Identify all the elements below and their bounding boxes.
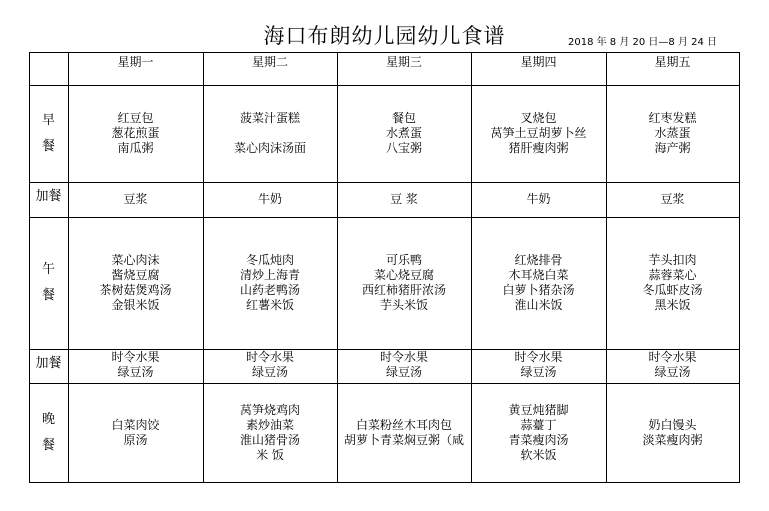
menu-item: 八宝粥 <box>385 141 422 155</box>
menu-item: 芋头扣肉 <box>648 253 697 267</box>
menu-cell <box>203 85 337 182</box>
meal-label <box>29 182 68 217</box>
day-header: 星期一 <box>117 55 154 69</box>
meal-label-text: 加餐 <box>35 189 62 204</box>
menu-item: 菜心烧豆腐 <box>373 268 434 282</box>
menu-item: 时令水果 <box>514 350 563 364</box>
menu-item: 海产粥 <box>654 141 691 155</box>
menu-item: 芋头米饭 <box>379 298 428 312</box>
menu-item: 绿豆汤 <box>520 365 557 379</box>
menu-item: 餐包 <box>391 111 416 125</box>
menu-item: 菠菜汁蛋糕 <box>239 111 300 125</box>
meal-label-text: 餐 <box>41 288 55 303</box>
menu-item: 胡萝卜青菜焖豆粥（咸 <box>343 432 464 447</box>
menu-item: 时令水果 <box>111 350 160 364</box>
menu-item: 淮山米饭 <box>514 298 563 312</box>
menu-item: 时令水果 <box>379 350 428 364</box>
day-header: 星期二 <box>251 55 288 69</box>
menu-cell <box>203 349 337 384</box>
meal-label <box>29 217 68 349</box>
menu-item: 南瓜粥 <box>117 141 154 155</box>
menu-cell <box>471 349 606 384</box>
menu-item: 冬瓜虾皮汤 <box>642 283 703 297</box>
menu-cell <box>337 383 471 482</box>
menu-item: 葱花煎蛋 <box>111 126 160 140</box>
menu-item: 素炒油菜 <box>245 417 294 432</box>
menu-item: 叉烧包 <box>520 111 557 125</box>
menu-cell <box>68 182 203 217</box>
menu-item: 蒜薹丁 <box>520 417 557 432</box>
menu-cell <box>606 182 739 217</box>
meal-label <box>29 383 68 482</box>
menu-item: 黄豆炖猪脚 <box>508 402 569 417</box>
menu-item: 木耳烧白菜 <box>508 268 569 282</box>
menu-cell <box>471 182 606 217</box>
menu-cell <box>203 182 337 217</box>
menu-item: 绿豆汤 <box>251 365 288 379</box>
menu-item: 西红柿猪肝浓汤 <box>361 283 446 297</box>
menu-cell <box>471 383 606 482</box>
menu-item: 米 饭 <box>256 447 284 462</box>
meal-label-text: 早 <box>41 112 55 128</box>
table-rule <box>29 482 740 483</box>
menu-item: 清炒上海青 <box>239 268 300 282</box>
date-range: 2018 年 8 月 20 日—8 月 24 日 <box>568 37 718 48</box>
menu-item: 牛奶 <box>526 192 551 206</box>
menu-item: 绿豆汤 <box>385 365 422 379</box>
menu-item: 冬瓜炖肉 <box>245 253 294 267</box>
table-rule <box>739 52 740 483</box>
day-header: 星期五 <box>654 55 691 69</box>
menu-cell <box>471 85 606 182</box>
menu-item: 红豆包 <box>117 111 154 125</box>
menu-item: 茶树菇煲鸡汤 <box>99 283 172 297</box>
menu-item: 酱烧豆腐 <box>111 268 160 282</box>
menu-cell <box>606 349 739 384</box>
menu-item: 可乐鸭 <box>385 253 422 267</box>
menu-item: 牛奶 <box>257 192 282 206</box>
menu-item: 金银米饭 <box>111 298 160 312</box>
menu-item: 蒜蓉菜心 <box>648 268 697 282</box>
day-header: 星期四 <box>520 55 557 69</box>
meal-label <box>29 85 68 182</box>
meal-label <box>29 349 68 383</box>
menu-item: 水蒸蛋 <box>654 126 691 140</box>
menu-item: 白菜粉丝木耳肉包 <box>355 417 452 432</box>
menu-item: 豆 浆 <box>390 192 418 206</box>
menu-item <box>268 126 272 141</box>
menu-cell <box>337 349 471 384</box>
menu-item: 红薯米饭 <box>245 298 294 312</box>
menu-item: 红枣发糕 <box>648 111 697 125</box>
menu-item: 绿豆汤 <box>117 365 154 379</box>
menu-item: 豆浆 <box>660 192 685 206</box>
menu-item: 青菜瘦肉汤 <box>508 432 569 447</box>
menu-item: 水煮蛋 <box>385 126 422 140</box>
menu-item: 原汤 <box>123 432 148 447</box>
menu-item: 莴笋烧鸡肉 <box>239 402 300 417</box>
meal-label-text: 餐 <box>41 138 55 154</box>
menu-cell <box>68 383 203 482</box>
menu-item: 软米饭 <box>520 447 557 462</box>
menu-cell <box>471 217 606 349</box>
menu-cell <box>203 383 337 482</box>
menu-cell <box>203 217 337 349</box>
menu-item: 山药老鸭汤 <box>239 283 300 297</box>
menu-item: 莴笋土豆胡萝卜丝 <box>490 126 587 140</box>
menu-item: 奶白馒头 <box>648 417 697 432</box>
menu-cell <box>68 85 203 182</box>
menu-item: 菜心肉沫汤面 <box>233 141 306 155</box>
menu-item: 时令水果 <box>648 350 697 364</box>
menu-cell <box>606 217 739 349</box>
menu-item: 淡菜瘦肉粥 <box>642 432 703 447</box>
menu-item: 猪肝瘦肉粥 <box>508 141 569 155</box>
meal-label-text: 加餐 <box>35 356 62 371</box>
menu-cell <box>606 85 739 182</box>
menu-item: 淮山猪骨汤 <box>239 432 300 447</box>
menu-item: 黑米饭 <box>654 298 691 312</box>
meal-label-text: 午 <box>41 262 55 277</box>
menu-cell <box>606 383 739 482</box>
menu-cell <box>337 85 471 182</box>
menu-item: 菜心肉沫 <box>111 253 160 267</box>
menu-item: 白菜肉饺 <box>111 417 160 432</box>
page-title: 海口布朗幼儿园幼儿食谱 <box>263 24 506 48</box>
menu-item: 红烧排骨 <box>514 253 563 267</box>
day-header: 星期三 <box>385 55 422 69</box>
menu-item: 时令水果 <box>245 350 294 364</box>
menu-cell <box>68 349 203 384</box>
menu-item: 绿豆汤 <box>654 365 691 379</box>
menu-cell <box>68 217 203 349</box>
menu-item: 豆浆 <box>123 192 148 206</box>
menu-cell <box>337 217 471 349</box>
menu-item: 白萝卜猪杂汤 <box>502 283 575 297</box>
meal-label-text: 餐 <box>41 437 55 453</box>
meal-label-text: 晚 <box>41 411 55 427</box>
menu-cell <box>337 182 471 217</box>
